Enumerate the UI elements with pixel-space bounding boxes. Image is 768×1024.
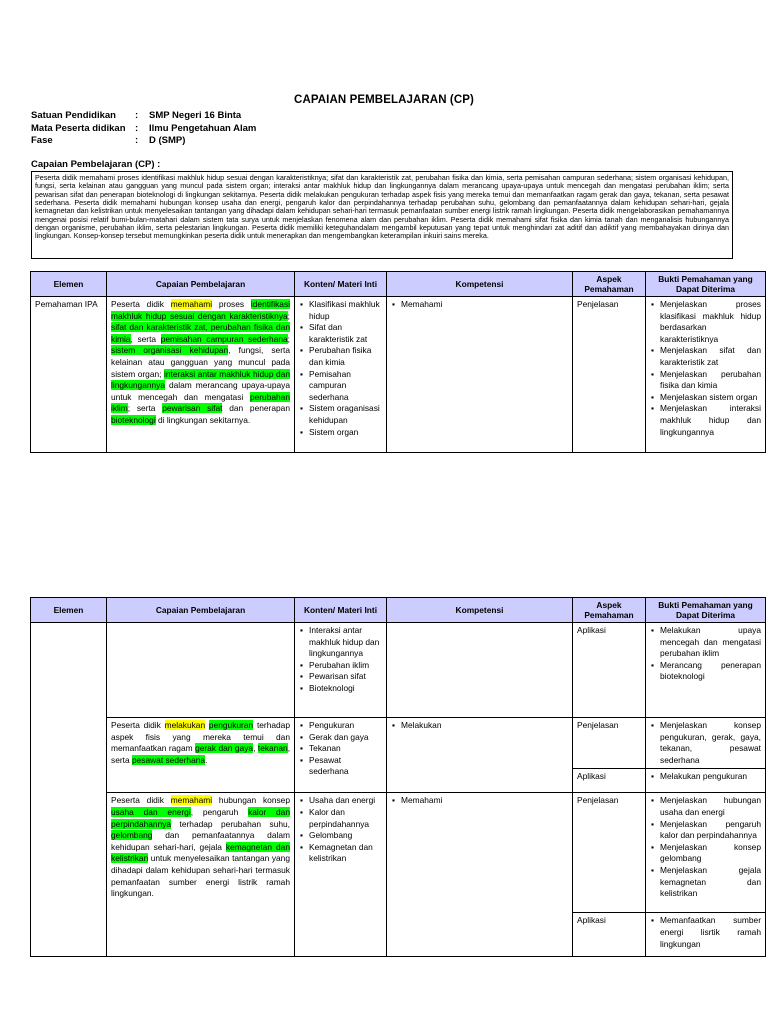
document-title: CAPAIAN PEMBELAJARAN (CP) [294, 94, 474, 106]
list-item: ▪ Menjelaskan hubungan usaha dan energi [650, 795, 761, 818]
cp-text-box: Peserta didik memahami proses identifikasi makhluk hidup sesuai dengan karakteristiknya; sifat dan karakteristik zat, perubahan fisika dan kimia, serta pemisahan campuran sederhana; sistem organisasi kehidupan, fungsi, serta kelainan atau gangguan yang muncul pada sistem organ; interaksi antar makhluk hidup dan lingkungannya dalam merancang upaya-upaya untuk mencegah dan mengatasi perubahan iklim; serta pewarisan sifat dan penerapan bioteknologi di lingkungan sekitarnya. Peserta didik melakukan pengukuran terhadap aspek fisis yang mereka temui dan memanfaatkan ragam gerak dan gaya, tekanan, serta pesawat sederhana. Peserta didik memahami hubungan konsep usaha dan energi, pengaruh kalor dan perpindahannya terhadap perubahan suhu, gelombang dan pemanfaatannya dalam kehidupan sehari-hari, gejala kemagnetan dan kelistrikan untuk menyelesaikan tantangan yang dihadapi dalam kehidupan sehari-hari termasuk pemanfaatan sumber energi listrik ramah lingkungan. Peserta didik mengelaborasikan pemahamannya mengenai posisi relatif bumi-bulan-matahari dalam sistem tata surya untuk menjelaskan fenomena alam dan perubahan iklim. Peserta didik memahami sifat fisika dan kimia tanah dan menganalisis hubungannya dengan organisme, perubahan iklim, serta pelestarian lingkungan. Peserta didik memiliki keteguhandalam mengambil keputusan yang tepat untuk menghindari zat aditif dan adiktif yang membahayakan dirinya dan lingkungan. Konsep-konsep tersebut memungkinkan peserta didik untuk menerapkan dan mengembangkan keterampilan inkuiri sains mereka. [31, 171, 733, 259]
text-segment: terhadap perubahan suhu, [171, 818, 290, 829]
elemen-cell: Pemahaman IPA [31, 297, 107, 453]
kompetensi-list [391, 795, 568, 807]
table-header-row [31, 598, 766, 623]
kompetensi-cell [387, 623, 573, 718]
header-bukti: Bukti Pemahaman yang Dapat Diterima [646, 598, 766, 623]
highlighted-text: memahami [170, 299, 213, 309]
highlighted-text: sifat dan karakteristik zat, perubahan fisika dan kimia [111, 322, 290, 344]
text-segment: , serta [130, 333, 161, 344]
list-item: ▪ Merancang penerapan bioteknologi [650, 660, 761, 683]
list-item: ▪ Menjelaskan konsep pengukuran, gerak, gaya, tekanan, pesawat sederhana [650, 720, 761, 766]
list-item: ▪ Pewarisan sifat [299, 671, 382, 683]
highlighted-text: kalor dan perpindahannya [111, 806, 291, 829]
bukti-list [650, 720, 761, 766]
header-capaian: Capaian Pembelajaran [107, 598, 295, 623]
cp-table-2 [30, 597, 766, 957]
info-row-mapel [31, 123, 256, 136]
aspek-cell: Penjelasan [573, 793, 646, 913]
list-item: ▪ Melakukan [391, 720, 568, 732]
info-colon: : [135, 122, 139, 134]
list-item: ▪ Perubahan fisika dan kimia [299, 345, 382, 368]
text-segment: Peserta didik [111, 720, 165, 730]
list-item: ▪ Memanfaatkan sumber energi lisrtik ramah lingkungan [650, 915, 761, 950]
list-item: ▪ Sistem organ [299, 427, 382, 439]
list-item: ▪ Menjelaskan sistem organ [650, 392, 761, 404]
info-row-fase [31, 135, 256, 148]
list-item: ▪ Gelombang [299, 830, 382, 842]
highlighted-text: pesawat sederhana [131, 754, 206, 765]
konten-list [299, 299, 382, 438]
bukti-cell [646, 623, 766, 718]
list-item: ▪ Menjelaskan pengaruh kalor dan perpindahannya [650, 819, 761, 842]
highlighted-text: kemagnetan dan kelistrikan [111, 841, 290, 864]
highlighted-text: interaksi antar makhluk hidup dan lingkungannya [111, 368, 290, 391]
konten-cell [295, 297, 387, 453]
list-item: ▪ Interaksi antar makhluk hidup dan lingkungannya [299, 625, 382, 660]
info-label: Satuan Pendidikan [31, 110, 116, 121]
highlighted-text: gelombang [111, 830, 153, 841]
highlighted-text: gerak dan gaya [195, 743, 254, 754]
text-segment: proses [212, 299, 251, 309]
info-label: Mata Peserta didikan [31, 122, 126, 134]
text-segment: terhadap aspek fisis yang mereka temui dan memanfaatkan ragam [111, 720, 291, 754]
list-item: ▪ Bioteknologi [299, 683, 382, 695]
list-item: ▪ Tekanan [299, 743, 382, 755]
konten-list [299, 625, 382, 695]
highlighted-text: sistem organisasi kehidupan [111, 345, 229, 356]
info-value: Ilmu Pengetahuan Alam [149, 122, 257, 134]
list-item: ▪ Menjelaskan gejala kemagnetan dan kelistrikan [650, 865, 761, 900]
info-value: SMP Negeri 16 Binta [149, 110, 242, 121]
text-segment: , pengaruh [190, 806, 249, 817]
highlighted-text: pewarisan sifat [162, 403, 223, 414]
text-segment: , serta [111, 743, 291, 765]
text-segment: dan penerapan [222, 403, 290, 414]
bukti-cell [646, 793, 766, 913]
highlighted-text: tekanan [257, 743, 288, 754]
bukti-list [650, 299, 761, 438]
info-label: Fase [31, 135, 53, 147]
text-segment: di lingkungan sekitarnya. [155, 414, 251, 425]
header-elemen: Elemen [31, 272, 107, 297]
text-segment: , [253, 743, 258, 754]
konten-list [299, 795, 382, 865]
kompetensi-list [391, 299, 568, 311]
list-item: ▪ Memahami [391, 299, 568, 311]
header-konten: Konten/ Materi Inti [295, 272, 387, 297]
konten-cell [295, 793, 387, 957]
capaian-cell [107, 793, 295, 957]
table-row [31, 623, 766, 718]
kompetensi-cell [387, 297, 573, 453]
list-item: ▪ Menjelaskan proses klasifikasi makhluk hidup berdasarkan karakteristiknya [650, 299, 761, 345]
list-item: ▪ Memahami [391, 795, 568, 807]
table-row [31, 793, 766, 913]
header-aspek: Aspek Pemahaman [573, 598, 646, 623]
text-segment: Peserta didik [111, 299, 171, 309]
list-item: ▪ Kalor dan perpindahannya [299, 807, 382, 830]
list-item: ▪ Pengukuran [299, 720, 382, 732]
cp-heading: Capaian Pembelajaran (CP) : [31, 159, 161, 170]
list-item: ▪ Gerak dan gaya [299, 732, 382, 744]
bukti-list [650, 915, 761, 950]
highlighted-text: memahami [170, 795, 213, 806]
info-row-satuan [31, 110, 256, 123]
list-item: ▪ Melakukan pengukuran [650, 771, 761, 783]
header-aspek: Aspek Pemahaman [573, 272, 646, 297]
konten-cell [295, 623, 387, 718]
kompetensi-list [391, 720, 568, 732]
document-info [31, 110, 256, 148]
list-item: ▪ Menjelaskan perubahan fisika dan kimia [650, 369, 761, 392]
list-item: ▪ Perubahan iklim [299, 660, 382, 672]
list-item: ▪ Melakukan upaya mencegah dan mengatasi perubahan iklim [650, 625, 761, 660]
highlighted-text: perubahan iklim [111, 391, 290, 414]
capaian-cell [107, 297, 295, 453]
header-capaian: Capaian Pembelajaran [107, 272, 295, 297]
info-colon: : [135, 135, 139, 147]
list-item: ▪ Kemagnetan dan kelistrikan [299, 842, 382, 865]
text-segment: hubungan konsep [212, 795, 290, 806]
info-colon: : [135, 110, 139, 121]
bukti-list [650, 795, 761, 899]
bukti-cell [646, 718, 766, 769]
elemen-cell [31, 623, 107, 957]
text-segment: dalam merancang upaya-upaya untuk mencegah dan mengatasi [111, 380, 290, 402]
highlighted-text: usaha dan energi [111, 806, 191, 817]
header-kompetensi: Kompetensi [387, 272, 573, 297]
kompetensi-cell [387, 793, 573, 957]
list-item: ▪ Usaha dan energi [299, 795, 382, 807]
list-item: ▪ Pemisahan campuran sederhana [299, 369, 382, 404]
bukti-cell [646, 769, 766, 793]
text-segment: ; [287, 333, 290, 344]
bukti-list [650, 625, 761, 683]
capaian-cell [107, 623, 295, 718]
list-item: ▪ Klasifikasi makhluk hidup [299, 299, 382, 322]
capaian-cell [107, 718, 295, 793]
aspek-cell: Penjelasan [573, 718, 646, 769]
info-value: D (SMP) [149, 135, 186, 147]
list-item: ▪ Sifat dan karakteristik zat [299, 322, 382, 345]
text-segment: Peserta didik [111, 795, 171, 806]
konten-cell [295, 718, 387, 793]
list-item: ▪ Menjelaskan konsep gelombang [650, 842, 761, 865]
header-konten: Konten/ Materi Inti [295, 598, 387, 623]
highlighted-text: identifikasi makhluk hidup sesuai dengan karakteristiknya [111, 299, 290, 321]
text-segment: untuk menyelesaikan tantangan yang dihadapi dalam kehidupan sehari-hari termasuk pemanfaatan sumber energi listrik ramah lingkungan. [111, 853, 290, 899]
aspek-cell: Penjelasan [573, 297, 646, 453]
list-item: ▪ Pesawat sederhana [299, 755, 382, 778]
list-item: ▪ Sistem oraganisasi kehidupan [299, 403, 382, 426]
table-row [31, 297, 766, 453]
highlighted-text: pemisahan campuran sederhana [160, 333, 288, 344]
kompetensi-cell [387, 718, 573, 793]
aspek-cell: Aplikasi [573, 623, 646, 718]
highlighted-text: pengukuran [208, 720, 254, 730]
aspek-cell: Aplikasi [573, 913, 646, 957]
list-item: ▪ Menjelaskan interaksi makhluk hidup dan lingkungannya [650, 403, 761, 438]
bukti-cell [646, 913, 766, 957]
highlighted-text: bioteknologi [111, 414, 156, 425]
text-segment: ; serta [127, 403, 163, 414]
text-segment: ; [287, 310, 290, 321]
aspek-cell: Aplikasi [573, 769, 646, 793]
text-segment: dan pemanfaatannya dalam kehidupan sehari-hari, gejala [111, 830, 290, 852]
table-row [31, 718, 766, 769]
list-item: ▪ Menjelaskan sifat dan karakteristik zat [650, 345, 761, 368]
highlighted-text: melakukan [164, 720, 206, 730]
text-segment: , fungsi, serta kelainan atau gangguan yang muncul pada sistem organ; [111, 345, 290, 379]
table-header-row [31, 272, 766, 297]
bukti-cell [646, 297, 766, 453]
bukti-list [650, 771, 761, 783]
header-elemen: Elemen [31, 598, 107, 623]
header-bukti: Bukti Pemahaman yang Dapat Diterima [646, 272, 766, 297]
konten-list [299, 720, 382, 778]
cp-table-1 [30, 271, 766, 453]
header-kompetensi: Kompetensi [387, 598, 573, 623]
text-segment: . [205, 754, 208, 765]
